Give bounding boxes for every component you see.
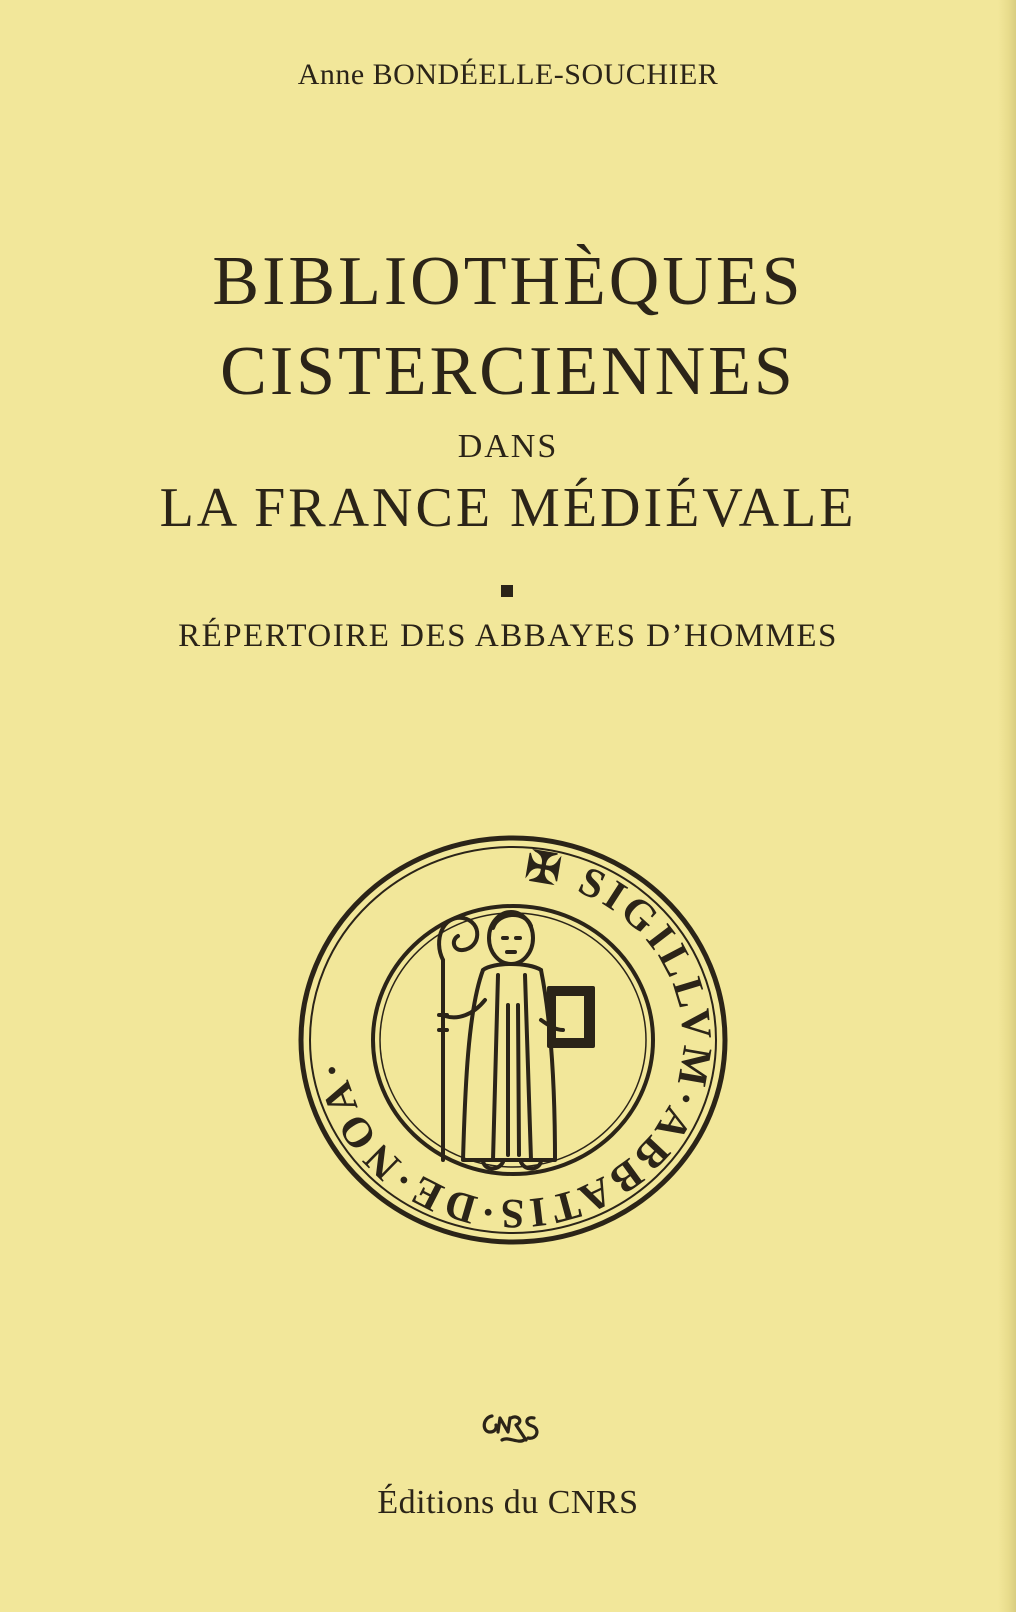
title-line-1: BIBLIOTHÈQUES — [212, 243, 804, 320]
author-name: Anne BONDÉELLE-SOUCHIER — [297, 58, 719, 91]
subtitle: RÉPERTOIRE DES ABBAYES D’HOMMES — [178, 618, 838, 654]
title-connector: DANS — [457, 428, 559, 465]
svg-text:✠ SIGILLVM·ABBATIS·DE·NOA·: ✠ SIGILLVM·ABBATIS·DE·NOA· — [308, 843, 720, 1237]
publisher-name: Éditions du CNRS — [377, 1484, 639, 1521]
title-line-2: CISTERCIENNES — [220, 333, 796, 410]
separator-square — [501, 585, 513, 597]
abbot-seal-icon — [293, 830, 733, 1250]
cnrs-logo-icon — [478, 1410, 548, 1450]
title-line-3: LA FRANCE MÉDIÉVALE — [159, 477, 857, 539]
